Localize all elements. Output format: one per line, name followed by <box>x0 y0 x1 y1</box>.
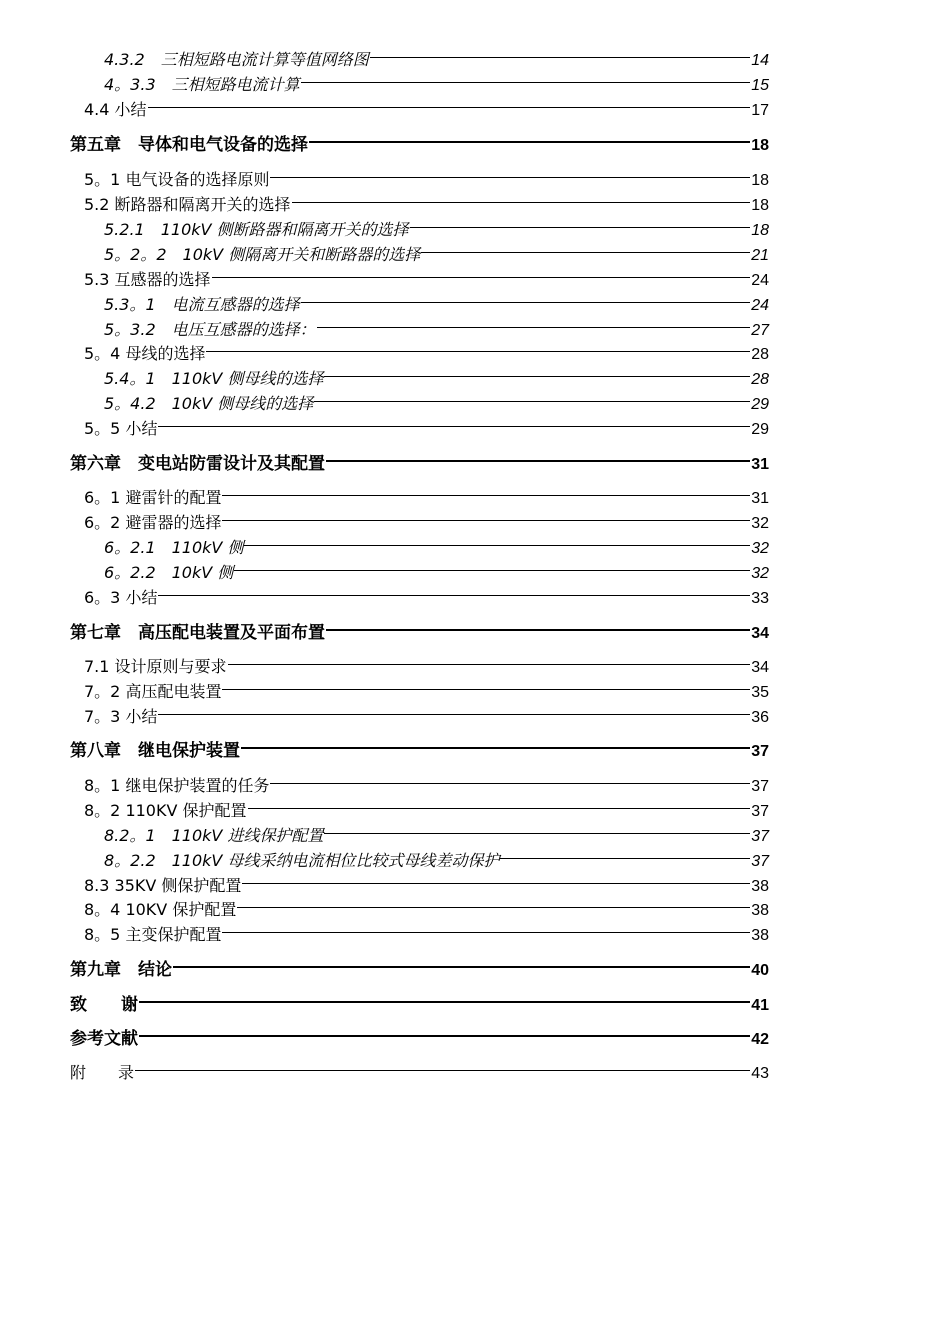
toc-page-number: 31 <box>751 490 769 507</box>
toc-entry-title: 5。4 母线的选择 <box>84 344 206 363</box>
toc-entry-title: 附 录 <box>70 1063 135 1082</box>
toc-page-number: 37 <box>751 828 769 845</box>
toc-page-number: 15 <box>751 77 769 94</box>
toc-leader-line <box>309 141 750 143</box>
toc-page-number: 37 <box>751 743 769 760</box>
toc-chapter-entry[interactable] <box>70 135 769 156</box>
toc-leader-line <box>324 833 750 834</box>
toc-leader-line <box>314 401 750 402</box>
toc-entry[interactable] <box>84 419 769 440</box>
toc-entry[interactable] <box>84 900 769 921</box>
toc-chapter-entry[interactable] <box>70 1029 769 1050</box>
toc-page-number: 28 <box>751 346 769 363</box>
toc-entry-title: 8。5 主变保护配置 <box>84 925 222 944</box>
toc-leader-line <box>500 858 750 859</box>
toc-entry[interactable] <box>84 344 769 365</box>
toc-entry-title: 致 谢 <box>70 995 138 1015</box>
toc-leader-line <box>158 714 750 715</box>
toc-entry-title: 8。1 继电保护装置的任务 <box>84 776 270 795</box>
toc-entry-title: 8。2 110KV 保护配置 <box>84 801 247 820</box>
toc-page-number: 35 <box>751 684 769 701</box>
toc-page-number: 38 <box>751 927 769 944</box>
toc-entry-title: 第九章 结论 <box>70 960 172 980</box>
toc-leader-line <box>148 107 751 108</box>
toc-entry-title: 6。2.2 10kV 侧 <box>104 563 234 582</box>
toc-entry[interactable] <box>84 588 769 609</box>
toc-leader-line <box>324 376 750 377</box>
toc-leader-line <box>242 883 750 884</box>
toc-entry-title: 第七章 高压配电装置及平面布置 <box>70 623 325 643</box>
toc-entry-title: 8.3 35KV 侧保护配置 <box>84 876 242 895</box>
toc-entry-title: 第五章 导体和电气设备的选择 <box>70 135 308 155</box>
toc-leader-line <box>158 426 750 427</box>
toc-leader-line <box>270 783 750 784</box>
toc-entry[interactable] <box>104 851 769 872</box>
toc-page-number: 24 <box>751 297 769 314</box>
toc-leader-line <box>206 351 750 352</box>
toc-entry[interactable] <box>104 563 769 584</box>
toc-entry[interactable] <box>84 270 769 291</box>
toc-page-number: 34 <box>751 659 769 676</box>
toc-entry-title: 第八章 继电保护装置 <box>70 741 240 761</box>
toc-entry-title: 6。3 小结 <box>84 588 158 607</box>
toc-chapter-entry[interactable] <box>70 960 769 981</box>
toc-leader-line <box>317 327 751 328</box>
toc-page-number: 34 <box>751 625 769 642</box>
toc-entry-title: 6。1 避雷针的配置 <box>84 488 222 507</box>
toc-entry[interactable] <box>84 682 769 703</box>
toc-leader-line <box>248 808 751 809</box>
toc-entry[interactable] <box>104 245 769 266</box>
toc-chapter-entry[interactable] <box>70 454 769 475</box>
toc-leader-line <box>292 202 751 203</box>
toc-leader-line <box>139 1035 750 1037</box>
toc-leader-line <box>135 1070 750 1071</box>
toc-page-number: 38 <box>751 878 769 895</box>
toc-page-number: 18 <box>751 172 769 189</box>
toc-leader-line <box>301 302 751 303</box>
toc-chapter-entry[interactable] <box>70 741 769 762</box>
toc-leader-line <box>234 570 750 571</box>
toc-entry[interactable] <box>84 488 769 509</box>
toc-leader-line <box>222 932 750 933</box>
toc-entry-title: 5.3 互感器的选择 <box>84 270 211 289</box>
toc-leader-line <box>222 689 750 690</box>
toc-entry[interactable] <box>84 876 769 897</box>
toc-leader-line <box>301 82 751 83</box>
toc-entry-title: 7。2 高压配电装置 <box>84 682 222 701</box>
toc-chapter-entry[interactable] <box>70 995 769 1016</box>
toc-entry-title: 5.2 断路器和隔离开关的选择 <box>84 195 291 214</box>
toc-page-number: 24 <box>751 272 769 289</box>
toc-entry-title: 5.2.1 110kV 侧断路器和隔离开关的选择 <box>104 220 409 239</box>
toc-page-number: 40 <box>751 962 769 979</box>
toc-entry-title: 5。4.2 10kV 侧母线的选择 <box>104 394 314 413</box>
toc-entry[interactable] <box>104 220 769 241</box>
toc-entry-title: 5。3.2 电压互感器的选择： <box>104 320 316 339</box>
toc-entry[interactable] <box>84 100 769 121</box>
toc-page-number: 37 <box>751 803 769 820</box>
toc-entry[interactable] <box>104 826 769 847</box>
toc-entry-title: 8.2。1 110kV 进线保护配置 <box>104 826 324 845</box>
toc-leader-line <box>410 227 751 228</box>
toc-leader-line <box>237 907 750 908</box>
toc-entry-title: 4.3.2 三相短路电流计算等值网络图 <box>104 50 369 69</box>
toc-leader-line <box>244 545 750 546</box>
toc-entry[interactable] <box>104 320 769 341</box>
toc-chapter-entry[interactable] <box>70 623 769 644</box>
toc-leader-line <box>370 57 750 58</box>
toc-page-number: 37 <box>751 778 769 795</box>
toc-page-number: 36 <box>751 709 769 726</box>
toc-entry-title: 7。3 小结 <box>84 707 158 726</box>
toc-entry-title: 5。5 小结 <box>84 419 158 438</box>
toc-leader-line <box>158 595 750 596</box>
toc-leader-line <box>222 495 750 496</box>
toc-entry[interactable] <box>84 195 769 216</box>
toc-entry-title: 6。2.1 110kV 侧 <box>104 538 244 557</box>
toc-page-number: 18 <box>751 222 769 239</box>
toc-page-number: 27 <box>751 322 769 339</box>
toc-entry-title: 4。3.3 三相短路电流计算 <box>104 75 300 94</box>
toc-entry-title: 参考文献 <box>70 1029 138 1049</box>
toc-entry-title: 第六章 变电站防雷设计及其配置 <box>70 454 325 474</box>
toc-page-number: 14 <box>751 52 769 69</box>
toc-entry[interactable] <box>84 657 769 678</box>
toc-entry[interactable] <box>84 513 769 534</box>
toc-leader-line <box>421 252 750 253</box>
toc-leader-line <box>326 460 750 462</box>
toc-entry[interactable] <box>70 1063 769 1084</box>
toc-entry-title: 7.1 设计原则与要求 <box>84 657 227 676</box>
toc-page-number: 37 <box>751 853 769 870</box>
toc-entry[interactable] <box>104 75 769 96</box>
toc-page-number: 38 <box>751 902 769 919</box>
toc-leader-line <box>270 177 750 178</box>
toc-entry[interactable] <box>84 801 769 822</box>
toc-entry[interactable] <box>84 776 769 797</box>
toc-leader-line <box>241 747 750 749</box>
toc-page-number: 17 <box>751 102 769 119</box>
toc-entry-title: 5.4。1 110kV 侧母线的选择 <box>104 369 324 388</box>
toc-leader-line <box>139 1001 750 1003</box>
toc-entry-title: 8。2.2 110kV 母线采纳电流相位比较式母线差动保护 <box>104 851 500 870</box>
toc-leader-line <box>173 966 750 968</box>
toc-entry[interactable] <box>84 925 769 946</box>
toc-page-number: 31 <box>751 456 769 473</box>
toc-page-number: 32 <box>751 540 769 557</box>
toc-page-number: 33 <box>751 590 769 607</box>
toc-leader-line <box>228 664 751 665</box>
toc-entry[interactable] <box>104 369 769 390</box>
toc-entry-title: 8。4 10KV 保护配置 <box>84 900 237 919</box>
toc-entry-title: 5.3。1 电流互感器的选择 <box>104 295 300 314</box>
toc-entry[interactable] <box>104 50 769 71</box>
toc-page-number: 41 <box>751 997 769 1014</box>
toc-page-number: 29 <box>751 421 769 438</box>
toc-page-number: 43 <box>751 1065 769 1082</box>
toc-page-number: 32 <box>751 515 769 532</box>
toc-page-number: 28 <box>751 371 769 388</box>
toc-entry[interactable] <box>84 707 769 728</box>
toc-entry[interactable] <box>104 394 769 415</box>
toc-leader-line <box>212 277 751 278</box>
toc-page-number: 29 <box>751 396 769 413</box>
toc-page-number: 32 <box>751 565 769 582</box>
toc-page-number: 21 <box>751 247 769 264</box>
toc-entry-title: 4.4 小结 <box>84 100 147 119</box>
toc-page-number: 42 <box>751 1031 769 1048</box>
toc-entry[interactable] <box>84 170 769 191</box>
toc-entry[interactable] <box>104 295 769 316</box>
toc-leader-line <box>326 629 750 631</box>
toc-entry-title: 5。2。2 10kV 侧隔离开关和断路器的选择 <box>104 245 421 264</box>
toc-entry-title: 5。1 电气设备的选择原则 <box>84 170 270 189</box>
toc-entry-title: 6。2 避雷器的选择 <box>84 513 222 532</box>
toc-page-number: 18 <box>751 197 769 214</box>
toc-page-number: 18 <box>751 137 769 154</box>
toc-leader-line <box>222 520 750 521</box>
toc-entry[interactable] <box>104 538 769 559</box>
